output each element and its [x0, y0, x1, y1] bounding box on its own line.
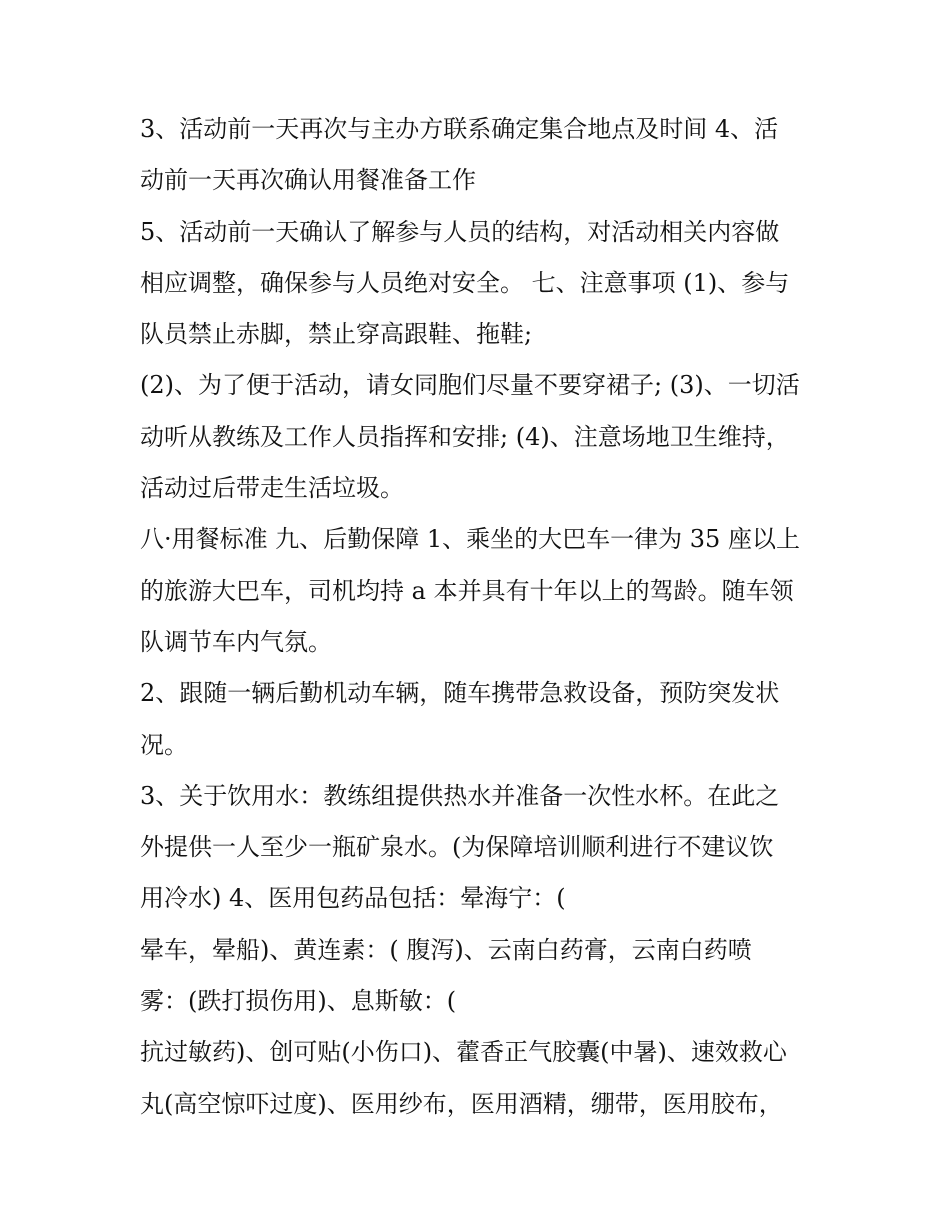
text-line: 抗过敏药)、创可贴(小伤口)、藿香正气胶囊(中暑)、速效救心	[140, 1038, 787, 1067]
text-line: 的旅游大巴车，司机均持 a 本并具有十年以上的驾龄。随车领	[140, 576, 794, 605]
text-line: 晕车，晕船)、黄连素：( 腹泻)、云南白药膏，云南白药喷	[140, 935, 752, 964]
text-line: 八·用餐标准 九、后勤保障 1、乘坐的大巴车一律为 35 座以上	[140, 525, 800, 554]
document-body	[140, 104, 820, 1130]
text-line: 队调节车内气氛。	[140, 627, 332, 656]
text-line: 动听从教练及工作人员指挥和安排; (4)、注意场地卫生维持，	[140, 422, 790, 451]
text-line: 用冷水) 4、医用包药品包括：晕海宁：(	[140, 884, 566, 913]
text-line: 5、活动前一天确认了解参与人员的结构，对活动相关内容做	[140, 217, 780, 246]
text-line: (2)、为了便于活动，请女同胞们尽量不要穿裙子; (3)、一切活	[140, 371, 800, 400]
text-line: 动前一天再次确认用餐准备工作	[140, 166, 476, 195]
text-line: 3、关于饮用水：教练组提供热水并准备一次性水杯。在此之	[140, 781, 780, 810]
text-line: 外提供一人至少一瓶矿泉水。(为保障培训顺利进行不建议饮	[140, 833, 774, 862]
text-line: 雾：(跌打损伤用)、息斯敏：(	[140, 987, 457, 1016]
text-line: 况。	[140, 730, 188, 759]
text-line: 丸(高空惊吓过度)、医用纱布，医用酒精，绷带，医用胶布，	[140, 1089, 783, 1118]
text-line: 3、活动前一天再次与主办方联系确定集合地点及时间 4、活	[140, 115, 779, 143]
text-line: 相应调整，确保参与人员绝对安全。 七、注意事项 (1)、参与	[140, 268, 790, 297]
text-line: 队员禁止赤脚，禁止穿高跟鞋、拖鞋;	[140, 320, 533, 349]
text-line: 活动过后带走生活垃圾。	[140, 474, 404, 503]
text-line: 2、跟随一辆后勤机动车辆，随车携带急救设备，预防突发状	[140, 679, 780, 708]
